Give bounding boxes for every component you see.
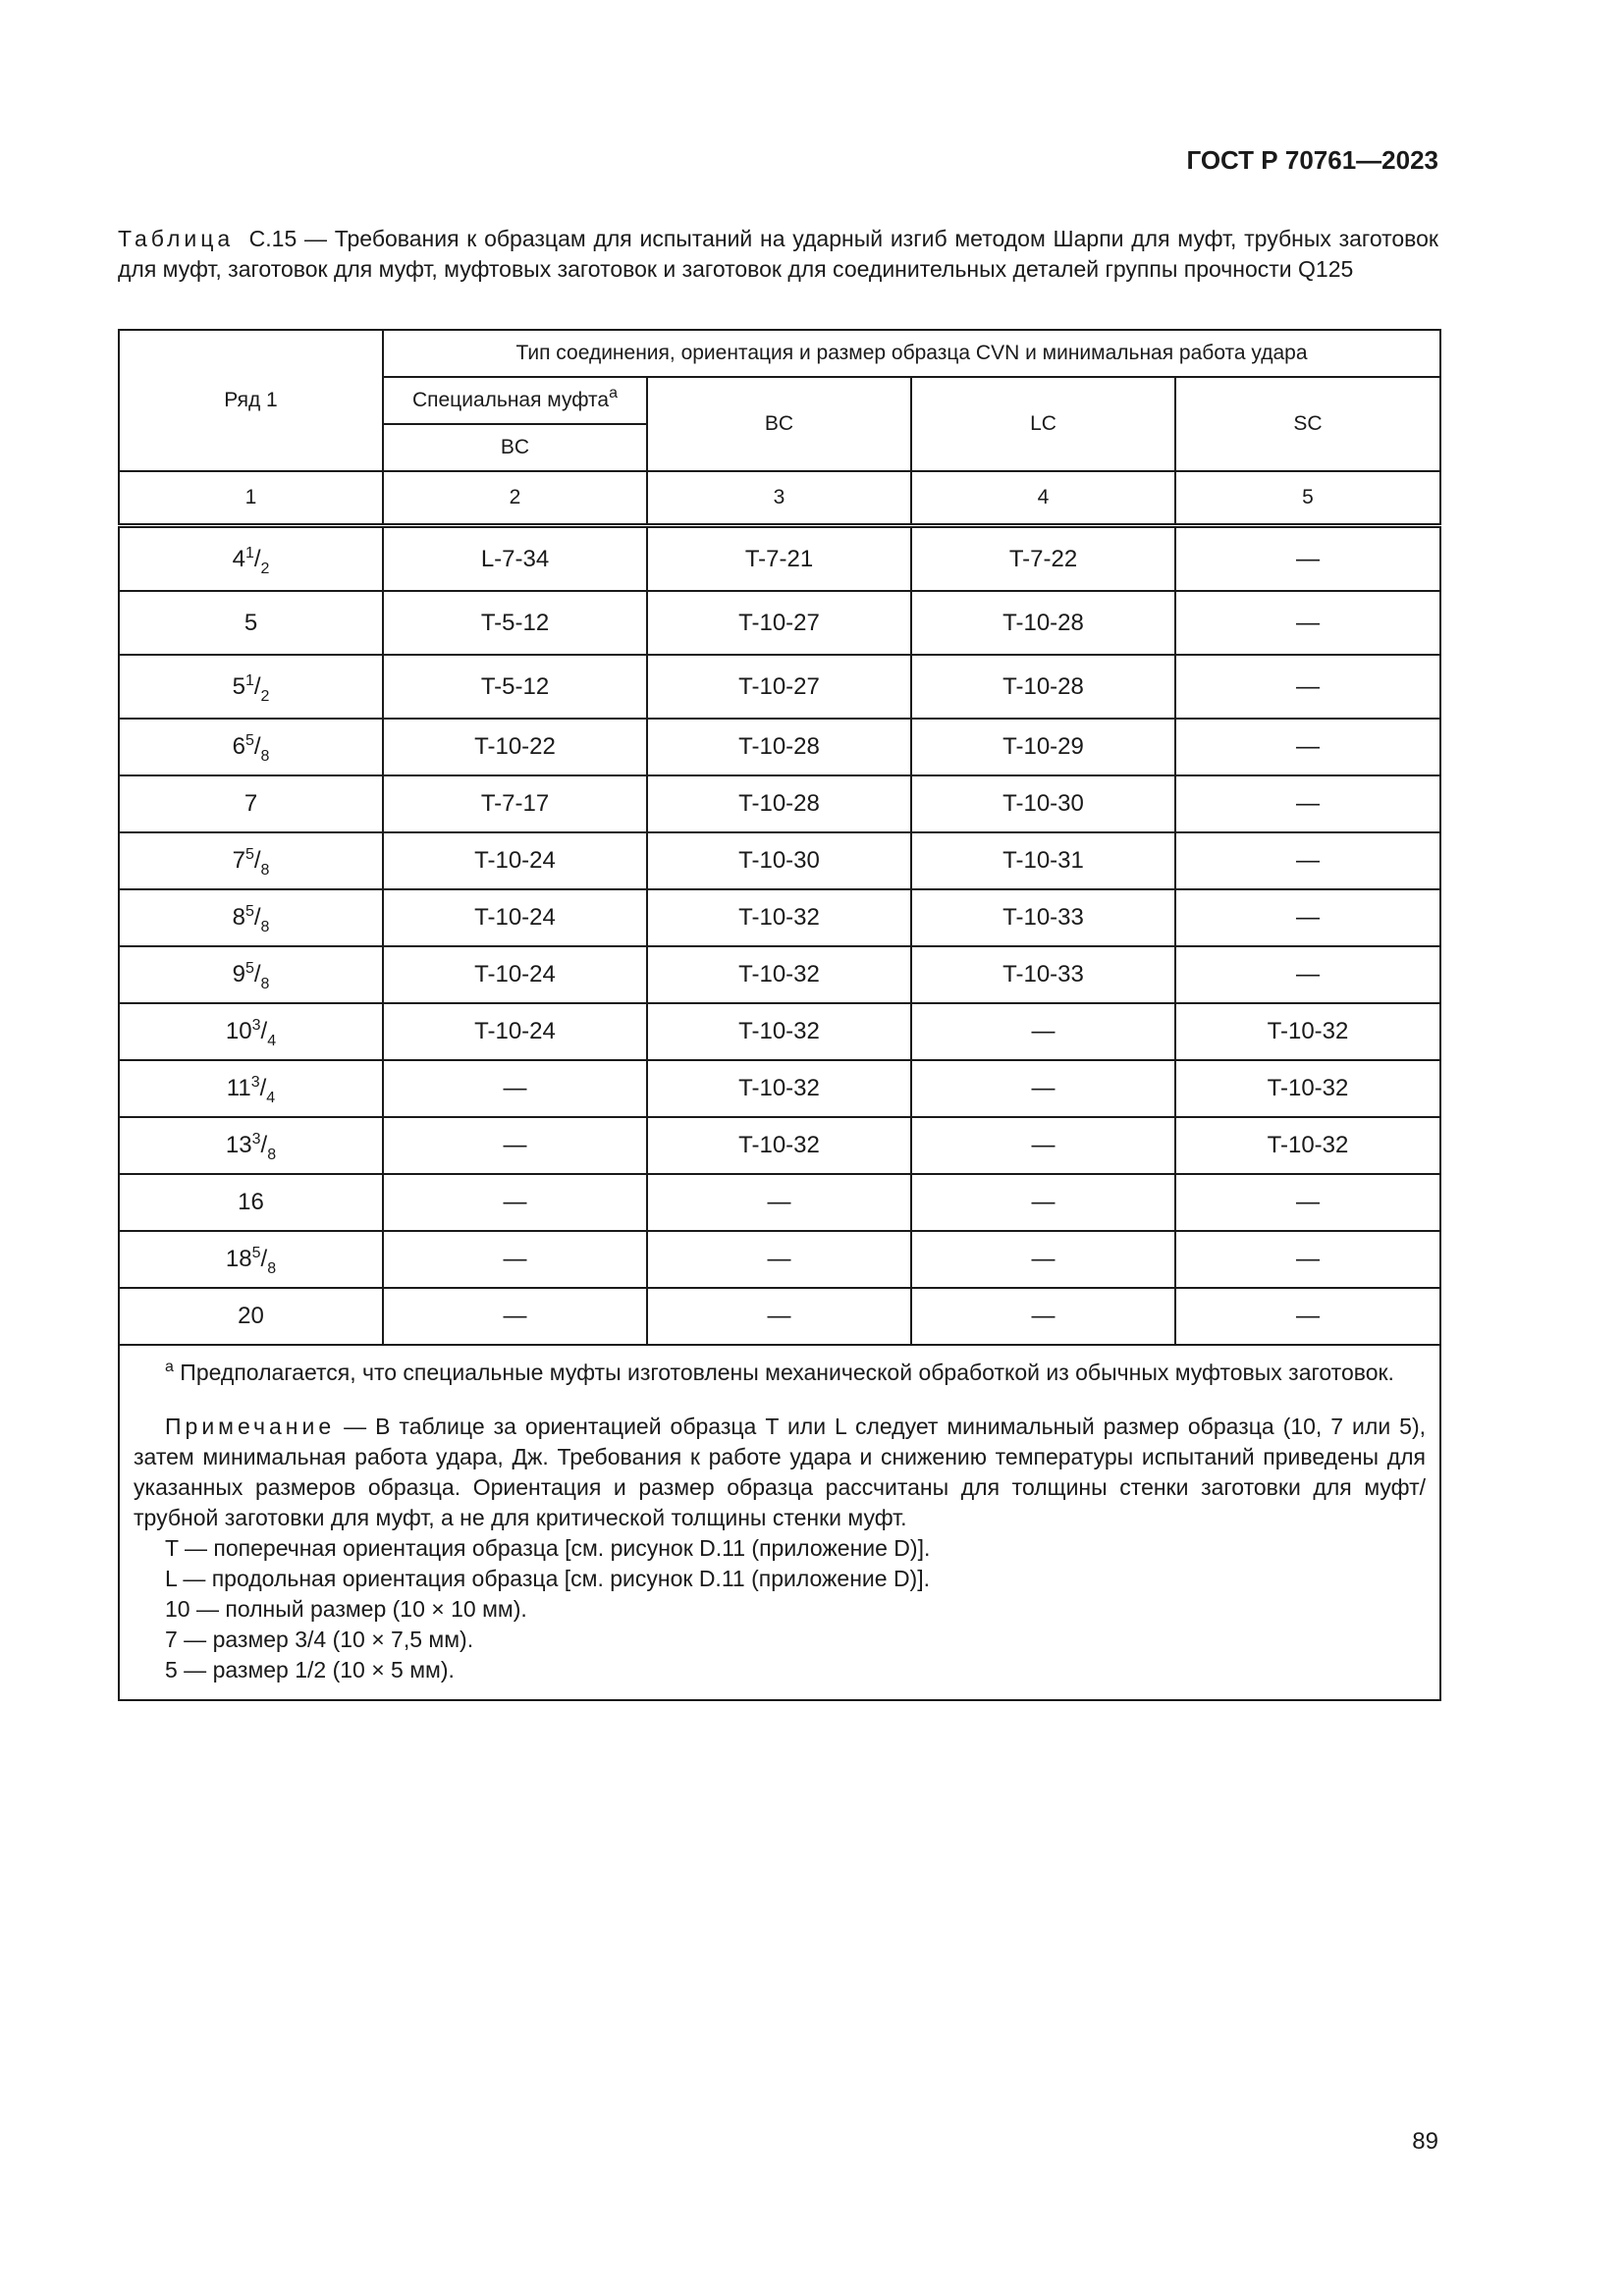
size-cell xyxy=(119,775,383,832)
size-denominator: 2 xyxy=(260,560,270,577)
table-cell: — xyxy=(1175,1174,1440,1231)
table-cell: — xyxy=(1175,889,1440,946)
table-cell: T-10-32 xyxy=(1175,1060,1440,1117)
table-row xyxy=(119,1288,1440,1345)
table-cell: T-10-27 xyxy=(647,591,911,655)
table-cell: T-7-22 xyxy=(911,526,1175,592)
sc-header: SC xyxy=(1175,377,1440,471)
table-row xyxy=(119,1060,1440,1117)
size-cell: $6^5/_8$ xyxy=(119,719,383,775)
special-coupling-header: Специальная муфта$^a$ xyxy=(383,377,647,424)
table-cell: T-10-27 xyxy=(647,655,911,719)
table-cell: T-10-24 xyxy=(383,946,647,1003)
size-numerator: 3 xyxy=(251,1017,261,1034)
size-cell: $8^5/_8$ xyxy=(119,889,383,946)
table-row xyxy=(119,946,1440,1003)
size-whole: 18 xyxy=(225,1246,252,1272)
table-cell: — xyxy=(1175,1288,1440,1345)
table-cell: T-7-21 xyxy=(647,526,911,592)
table-cell: T-10-33 xyxy=(911,946,1175,1003)
size-cell: $5^1/_2$ xyxy=(119,655,383,719)
table-cell: T-7-17 xyxy=(383,775,647,832)
col-number: 3 xyxy=(647,471,911,526)
size-denominator: 8 xyxy=(260,862,270,879)
size-numerator: 5 xyxy=(244,846,254,863)
table-cell: T-10-24 xyxy=(383,832,647,889)
note xyxy=(134,1412,1426,1533)
bc-header: BC xyxy=(647,377,911,471)
table-cell: T-10-32 xyxy=(647,889,911,946)
table-cell: — xyxy=(911,1288,1175,1345)
size-cell xyxy=(119,591,383,655)
table-cell: T-10-28 xyxy=(911,655,1175,719)
table-caption xyxy=(118,224,1438,285)
table-cell: — xyxy=(911,1231,1175,1288)
table-row xyxy=(119,775,1440,832)
table-row xyxy=(119,1003,1440,1060)
table-cell: T-10-33 xyxy=(911,889,1175,946)
table-cell: — xyxy=(1175,526,1440,592)
table-row xyxy=(119,526,1440,592)
note-line: L — продольная ориентация образца [см. рисунок D.11 (приложение D)]. xyxy=(165,1566,931,1591)
bc-special-header: BC xyxy=(383,424,647,471)
table-cell: — xyxy=(1175,591,1440,655)
size-denominator: 8 xyxy=(267,1260,277,1277)
table-cell: T-10-28 xyxy=(647,719,911,775)
table-cell: T-10-32 xyxy=(1175,1003,1440,1060)
size-numerator: 5 xyxy=(251,1245,261,1261)
table-row xyxy=(119,1117,1440,1174)
table-cell: T-10-32 xyxy=(647,946,911,1003)
table-cell: T-5-12 xyxy=(383,655,647,719)
size-numerator: 5 xyxy=(244,903,254,920)
size-whole: 8 xyxy=(232,904,245,931)
size-denominator: 8 xyxy=(267,1147,277,1163)
size-numerator: 1 xyxy=(244,544,254,561)
size-cell: $10^3/_4$ xyxy=(119,1003,383,1060)
table-row xyxy=(119,591,1440,655)
note-line: T — поперечная ориентация образца [см. рисунок D.11 (приложение D)]. xyxy=(165,1535,931,1561)
size-whole: 7 xyxy=(232,847,245,874)
size-cell xyxy=(119,1288,383,1345)
table-cell: — xyxy=(1175,1231,1440,1288)
table-cell: — xyxy=(911,1117,1175,1174)
table-cell: T-10-28 xyxy=(911,591,1175,655)
size-whole: 9 xyxy=(232,961,245,988)
table-cell: — xyxy=(911,1003,1175,1060)
size-numerator: 5 xyxy=(244,732,254,749)
table-cell: — xyxy=(1175,832,1440,889)
footnote-mark: a xyxy=(609,385,619,401)
table-row xyxy=(119,655,1440,719)
footnote-text: Предполагается, что специальные муфты изготовлены механической обработкой из обычных муфтовых заготовок. xyxy=(180,1360,1394,1385)
row-header-cell xyxy=(119,330,383,471)
table-body xyxy=(119,330,1440,526)
size-denominator: 4 xyxy=(267,1033,277,1049)
caption-text: C.15 — Требования к образцам для испытаний на ударный изгиб методом Шарпи для муфт, трубных заготовок для муфт, заготовок для муфт, муфтовых заготовок и заготовок для соединительных деталей группы прочности Q125 xyxy=(118,226,1438,282)
table-row xyxy=(119,832,1440,889)
table-cell: T-10-24 xyxy=(383,889,647,946)
table-row xyxy=(119,1231,1440,1288)
table-cell: L-7-34 xyxy=(383,526,647,592)
footnote-mark: a xyxy=(165,1359,174,1375)
size-cell: $4^1/_2$ xyxy=(119,526,383,592)
note-line: 7 — размер 3/4 (10 × 7,5 мм). xyxy=(165,1627,474,1652)
size-denominator: 2 xyxy=(260,687,270,705)
page-number: 89 xyxy=(1412,2128,1438,2155)
col-number: 2 xyxy=(383,471,647,526)
table-cell: T-10-32 xyxy=(647,1060,911,1117)
table-cell: — xyxy=(647,1231,911,1288)
size-whole: 6 xyxy=(232,733,245,760)
table-cell: — xyxy=(1175,775,1440,832)
table-cell: T-10-32 xyxy=(1175,1117,1440,1174)
header-row-1 xyxy=(119,330,1440,377)
size-denominator: 8 xyxy=(260,919,270,935)
table-row xyxy=(119,889,1440,946)
size-whole: 4 xyxy=(232,545,245,572)
size-denominator: 4 xyxy=(266,1090,276,1106)
size-cell: $18^5/_8$ xyxy=(119,1231,383,1288)
table-cell: T-10-32 xyxy=(647,1117,911,1174)
data-rows xyxy=(119,526,1440,1346)
specimen-requirements-table xyxy=(118,329,1441,1701)
size-numerator: 3 xyxy=(250,1074,260,1091)
table-cell: T-10-30 xyxy=(647,832,911,889)
row-header: Ряд 1 xyxy=(224,389,278,411)
size-cell xyxy=(119,1174,383,1231)
size-whole: 20 xyxy=(238,1303,264,1329)
note-label: Примечание xyxy=(165,1414,336,1439)
size-cell: $13^3/_8$ xyxy=(119,1117,383,1174)
lc-header: LC xyxy=(911,377,1175,471)
size-cell: $9^5/_8$ xyxy=(119,946,383,1003)
document-id: ГОСТ Р 70761—2023 xyxy=(1186,145,1438,175)
table-cell: — xyxy=(383,1288,647,1345)
size-whole: 11 xyxy=(226,1075,251,1101)
size-cell: $7^5/_8$ xyxy=(119,832,383,889)
table-cell: — xyxy=(383,1060,647,1117)
table-cell: — xyxy=(647,1174,911,1231)
table-cell: — xyxy=(1175,946,1440,1003)
size-whole: 5 xyxy=(244,609,258,636)
table-row xyxy=(119,1174,1440,1231)
footnote xyxy=(134,1358,1426,1388)
table-cell: — xyxy=(911,1060,1175,1117)
size-whole: 10 xyxy=(225,1018,252,1044)
table-cell: T-10-31 xyxy=(911,832,1175,889)
table-cell: — xyxy=(383,1117,647,1174)
size-numerator: 5 xyxy=(244,960,254,977)
size-whole: 13 xyxy=(225,1132,252,1158)
size-whole: 7 xyxy=(244,790,258,817)
table-cell: — xyxy=(1175,719,1440,775)
size-whole: 16 xyxy=(238,1189,264,1215)
table-row xyxy=(119,719,1440,775)
table-cell: — xyxy=(383,1231,647,1288)
size-numerator: 3 xyxy=(251,1131,261,1148)
group-header: Тип соединения, ориентация и размер образца CVN и минимальная работа удара xyxy=(383,330,1440,377)
size-cell: $11^3/_4$ xyxy=(119,1060,383,1117)
table-cell: T-10-24 xyxy=(383,1003,647,1060)
size-whole: 5 xyxy=(232,672,245,700)
table-cell: — xyxy=(1175,655,1440,719)
col-number: 4 xyxy=(911,471,1175,526)
table-cell: T-10-30 xyxy=(911,775,1175,832)
note-line: 10 — полный размер (10 × 10 мм). xyxy=(165,1596,527,1622)
table-cell: T-5-12 xyxy=(383,591,647,655)
size-denominator: 8 xyxy=(260,748,270,765)
table-cell: T-10-22 xyxy=(383,719,647,775)
table-cell: — xyxy=(911,1174,1175,1231)
size-numerator: 1 xyxy=(244,671,254,689)
note-text: — В таблице за ориентацией образца T или L следует минимальный размер образца (10, 7 или 5), затем минимальная работа удара, Дж. Требования к работе удара и снижению температуры испытаний приведены для указанных размеров образца. Ориентация и размер образца рассчитаны для толщины стенки заготовки для муфт/трубной заготовки для муфт, а не для критической толщины стенки муфт. xyxy=(134,1414,1426,1530)
table-cell: T-10-28 xyxy=(647,775,911,832)
table-footer xyxy=(119,1345,1440,1700)
table-cell: T-10-32 xyxy=(647,1003,911,1060)
col-number: 5 xyxy=(1175,471,1440,526)
table-cell: — xyxy=(647,1288,911,1345)
footnote-cell xyxy=(119,1345,1440,1700)
note-line: 5 — размер 1/2 (10 × 5 мм). xyxy=(165,1657,455,1682)
table-cell: — xyxy=(383,1174,647,1231)
footnote-row xyxy=(119,1345,1440,1700)
caption-label: Таблица xyxy=(118,226,235,251)
table-cell: T-10-29 xyxy=(911,719,1175,775)
size-denominator: 8 xyxy=(260,976,270,992)
column-number-row xyxy=(119,471,1440,526)
col-number: 1 xyxy=(119,471,383,526)
